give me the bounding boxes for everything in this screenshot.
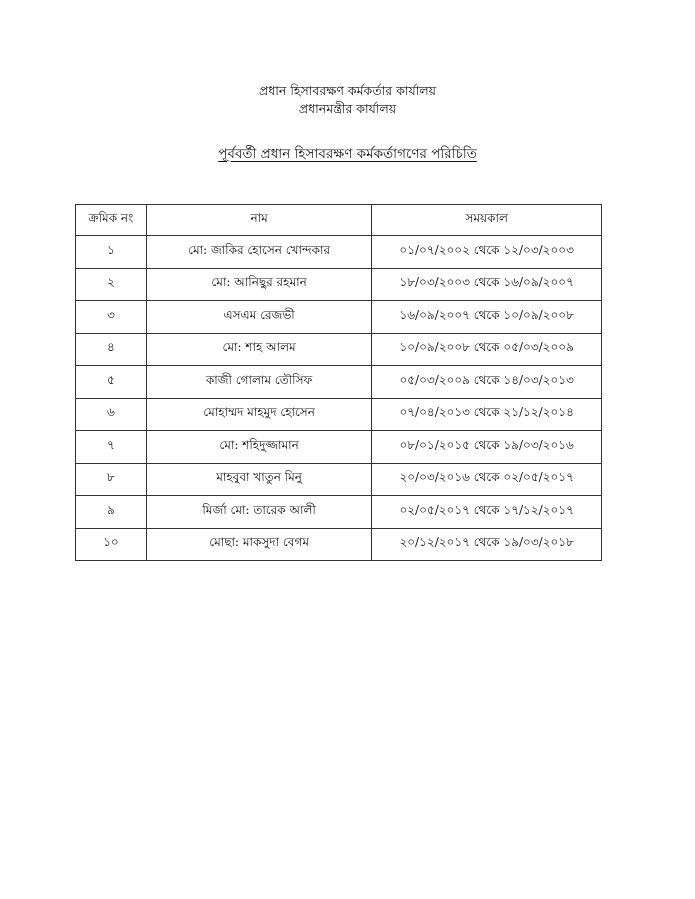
serial-cell: ৩ xyxy=(76,301,147,334)
column-header-period: সময়কাল xyxy=(372,205,602,236)
name-cell: মো: শহিদুজ্জামান xyxy=(146,431,371,464)
name-cell: মোছা: মাকসুদা বেগম xyxy=(146,528,371,561)
table-row xyxy=(76,236,602,269)
name-cell: মাহবুবা খাতুন মিনু xyxy=(146,463,371,496)
table-row xyxy=(76,301,602,334)
period-cell: ০১/০৭/২০০২ থেকে ১২/০৩/২০০৩ xyxy=(372,236,602,269)
serial-cell: ১ xyxy=(76,236,147,269)
table-row xyxy=(76,463,602,496)
period-cell: ০৭/০৪/২০১৩ থেকে ২১/১২/২০১৪ xyxy=(372,398,602,431)
table-row xyxy=(76,333,602,366)
table-row xyxy=(76,496,602,529)
table-row xyxy=(76,398,602,431)
period-cell: ১৬/০৯/২০০৭ থেকে ১০/০৯/২০০৮ xyxy=(372,301,602,334)
period-cell: ০৮/০১/২০১৫ থেকে ১৯/০৩/২০১৬ xyxy=(372,431,602,464)
column-header-serial: ক্রমিক নং xyxy=(76,205,147,236)
serial-cell: ২ xyxy=(76,268,147,301)
period-cell: ০২/০৫/২০১৭ থেকে ১৭/১২/২০১৭ xyxy=(372,496,602,529)
serial-cell: ৮ xyxy=(76,463,147,496)
serial-cell: ৯ xyxy=(76,496,147,529)
period-cell: ২০/০৩/২০১৬ থেকে ০২/০৫/২০১৭ xyxy=(372,463,602,496)
serial-cell: ৭ xyxy=(76,431,147,464)
name-cell: এসএম রেজভী xyxy=(146,301,371,334)
column-header-name: নাম xyxy=(146,205,371,236)
serial-cell: ৪ xyxy=(76,333,147,366)
name-cell: মো: আনিছুর রহমান xyxy=(146,268,371,301)
document-title xyxy=(0,143,695,166)
table-row xyxy=(76,268,602,301)
period-cell: ০৫/০৩/২০০৯ থেকে ১৪/০৩/২০১৩ xyxy=(372,366,602,399)
officers-table xyxy=(75,204,602,561)
period-cell: ২০/১২/২০১৭ থেকে ১৯/০৩/২০১৮ xyxy=(372,528,602,561)
name-cell: মো: শাহ আলম xyxy=(146,333,371,366)
serial-cell: ১০ xyxy=(76,528,147,561)
office-name: প্রধান হিসাবরক্ষণ কর্মকর্তার কার্যালয় xyxy=(258,83,437,98)
table-row xyxy=(76,366,602,399)
name-cell: মির্জা মো: তারেক আলী xyxy=(146,496,371,529)
document-title-text: পূর্ববর্তী প্রধান হিসাবরক্ষণ কর্মকর্তাগণের পরিচিতি xyxy=(218,146,477,162)
period-cell: ১০/০৯/২০০৮ থেকে ০৫/০৩/২০০৯ xyxy=(372,333,602,366)
name-cell: মোহাম্মদ মাহমুদ হোসেন xyxy=(146,398,371,431)
serial-cell: ৬ xyxy=(76,398,147,431)
name-cell: কাজী গোলাম তৌসিফ xyxy=(146,366,371,399)
table-row xyxy=(76,528,602,561)
table-row xyxy=(76,431,602,464)
table-header-row xyxy=(76,205,602,236)
parent-office-name: প্রধানমন্ত্রীর কার্যালয় xyxy=(298,101,397,116)
period-cell: ১৮/০৩/২০০৩ থেকে ১৬/০৯/২০০৭ xyxy=(372,268,602,301)
serial-cell: ৫ xyxy=(76,366,147,399)
name-cell: মো: জাকির হোসেন খোন্দকার xyxy=(146,236,371,269)
